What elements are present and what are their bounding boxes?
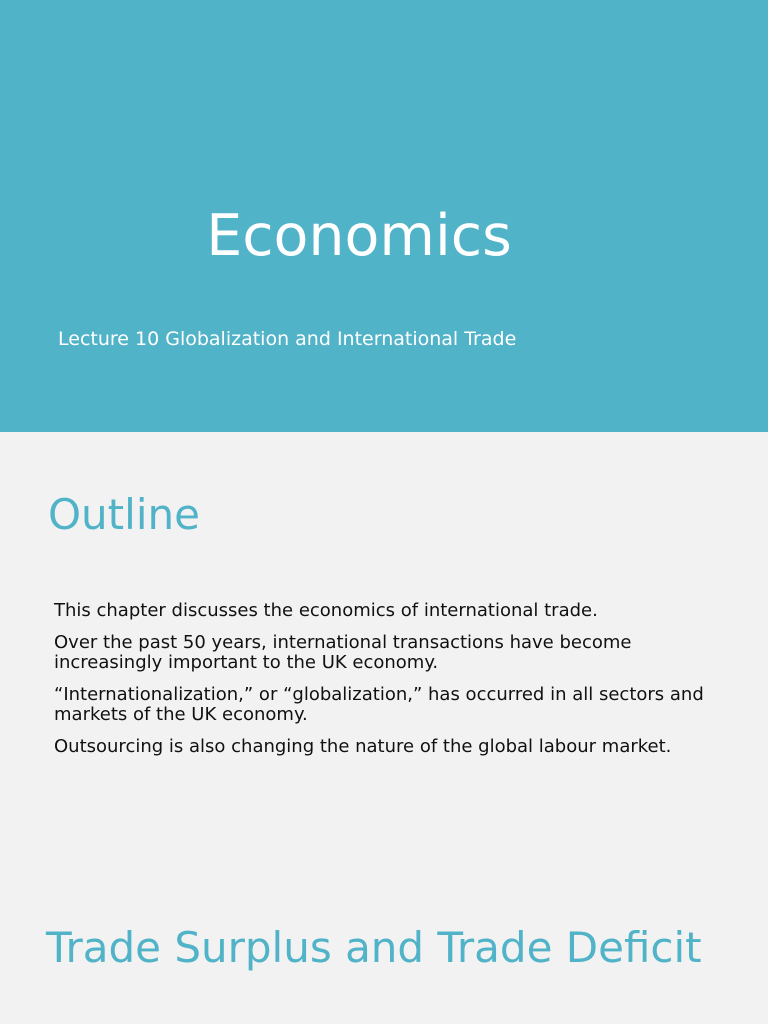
slide-title: Economics (206, 203, 512, 269)
slide-subtitle: Lecture 10 Globalization and International Trade (58, 328, 517, 350)
outline-item: “Internationalization,” or “globalization,” has occurred in all sectors and markets of the UK economy. (54, 684, 704, 725)
title-slide (0, 0, 768, 432)
outline-item: This chapter discusses the economics of international trade. (54, 600, 598, 621)
outline-item: Over the past 50 years, international transactions have become increasingly important to the UK economy. (54, 632, 632, 673)
outline-item: Outsourcing is also changing the nature of the global labour market. (54, 736, 672, 757)
trade-section-heading: Trade Surplus and Trade Deficit (46, 923, 702, 972)
outline-heading: Outline (48, 490, 200, 539)
outline-list (54, 601, 734, 769)
